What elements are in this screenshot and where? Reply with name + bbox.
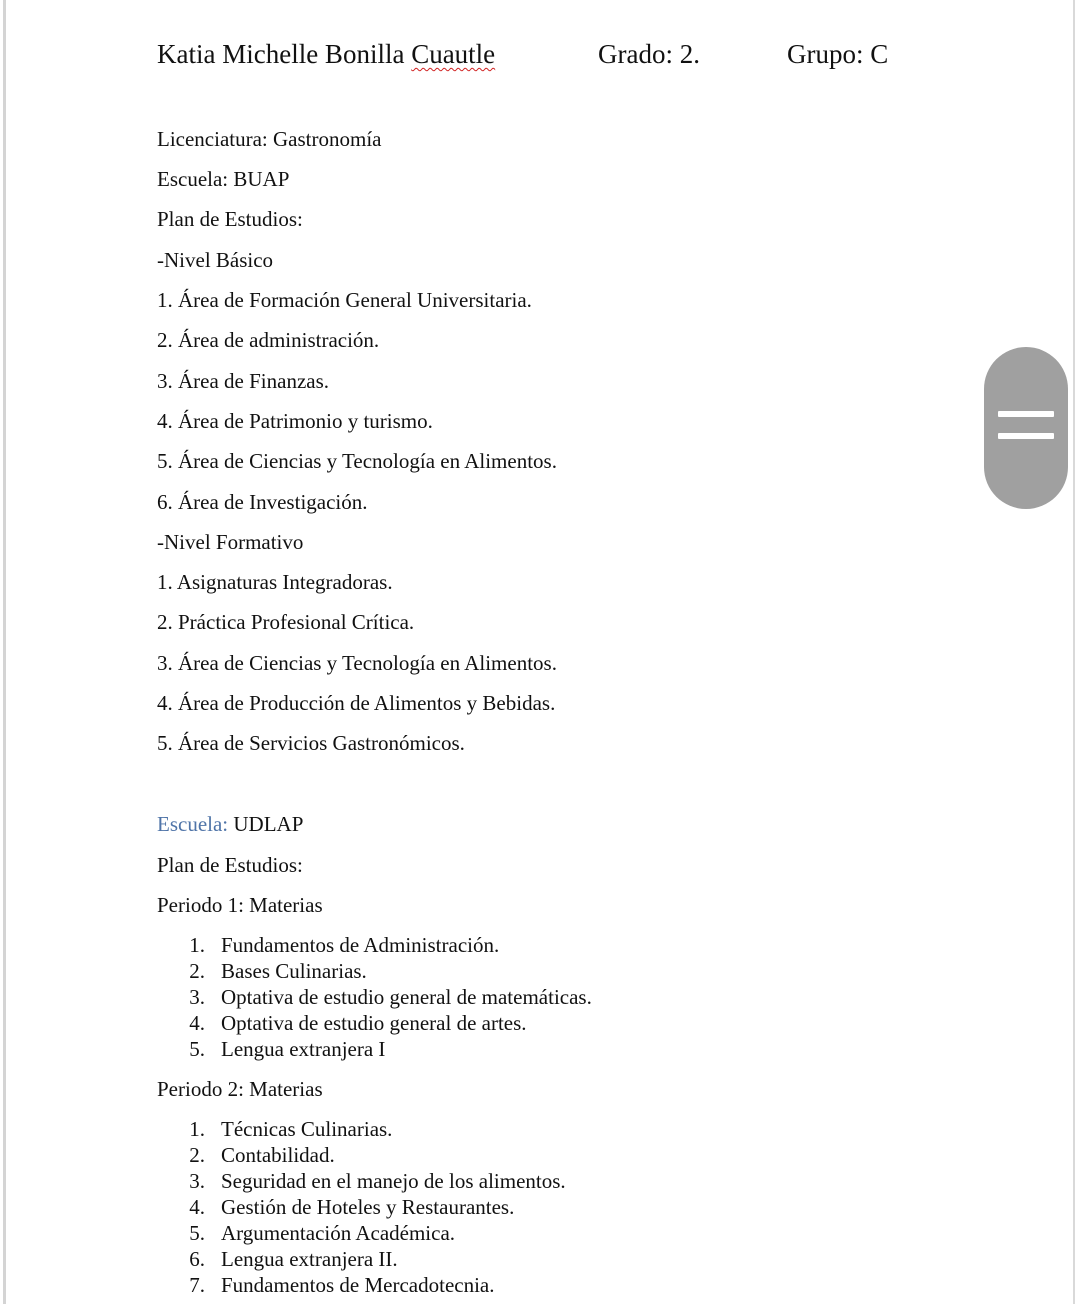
school-udlap-label: Escuela: (157, 812, 229, 836)
grip-line-bottom-icon (998, 433, 1054, 439)
period2-item-text: Gestión de Hoteles y Restaurantes. (221, 1195, 515, 1219)
scroll-handle[interactable] (984, 347, 1068, 509)
period1-item-number: 5. (189, 1037, 205, 1061)
period2-item-number: 5. (189, 1221, 205, 1245)
period2-item-text: Técnicas Culinarias. (221, 1117, 393, 1141)
student-name (157, 38, 495, 70)
period1-item (188, 1036, 385, 1062)
basic-level-item: 2. Área de administración. (157, 328, 380, 353)
period1-item-text: Optativa de estudio general de artes. (221, 1011, 527, 1035)
basic-level-item: 1. Área de Formación General Universitaria. (157, 288, 532, 312)
grade-label: Grado: 2. (598, 39, 700, 69)
period2-item-text: Seguridad en el manejo de los alimentos. (221, 1169, 566, 1193)
period1-item-text: Bases Culinarias. (221, 959, 367, 983)
period2-item-number: 6. (189, 1247, 205, 1271)
period1-item-number: 3. (189, 985, 205, 1009)
period1-heading: Periodo 1: Materias (157, 893, 323, 917)
school-buap-line: Escuela: BUAP (157, 167, 290, 191)
plan-udlap-line: Plan de Estudios: (157, 853, 303, 877)
period2-item (188, 1168, 566, 1194)
period1-item (188, 1010, 527, 1036)
period2-item-text: Argumentación Académica. (221, 1221, 456, 1245)
period2-item-number: 7. (189, 1273, 205, 1297)
period2-item-text: Lengua extranjera II. (221, 1247, 398, 1271)
period2-item-number: 2. (189, 1143, 205, 1167)
grip-line-top-icon (998, 411, 1054, 417)
period1-item (188, 932, 499, 958)
period2-item (188, 1220, 455, 1246)
formative-level-item: 5. Área de Servicios Gastronómicos. (157, 731, 465, 756)
formative-level-item: 4. Área de Producción de Alimentos y Bebidas. (157, 690, 556, 715)
career-line: Licenciatura: Gastronomía (157, 127, 382, 151)
period2-item-number: 1. (189, 1117, 205, 1141)
school-udlap-value: UDLAP (228, 812, 304, 836)
school-udlap-line (157, 811, 303, 837)
basic-level-heading: -Nivel Básico (157, 248, 274, 272)
formative-level-item: 3. Área de Ciencias y Tecnología en Alimentos. (157, 650, 557, 675)
formative-level-item: 1. Asignaturas Integradoras. (157, 570, 393, 594)
period2-item (188, 1272, 495, 1298)
formative-level-item: 2. Práctica Profesional Crítica. (157, 610, 415, 635)
plan-buap-line: Plan de Estudios: (157, 207, 303, 231)
period1-item (188, 958, 367, 984)
formative-level-heading: -Nivel Formativo (157, 530, 304, 554)
basic-level-item: 5. Área de Ciencias y Tecnología en Alimentos. (157, 449, 557, 474)
basic-level-item: 3. Área de Finanzas. (157, 368, 330, 393)
period2-item-text: Contabilidad. (221, 1143, 335, 1167)
period2-item (188, 1246, 398, 1272)
period2-item-text: Fundamentos de Mercadotecnia. (221, 1273, 495, 1297)
period1-item-number: 2. (189, 959, 205, 983)
period1-item-text: Lengua extranjera I (221, 1037, 386, 1061)
period1-item-number: 1. (189, 933, 205, 957)
period2-heading: Periodo 2: Materias (157, 1077, 323, 1101)
period2-item (188, 1116, 392, 1142)
basic-level-item: 4. Área de Patrimonio y turismo. (157, 408, 433, 433)
period2-item (188, 1142, 335, 1168)
period1-item-text: Fundamentos de Administración. (221, 933, 500, 957)
period1-item-number: 4. (189, 1011, 205, 1035)
period2-item-number: 3. (189, 1169, 205, 1193)
period1-item-text: Optativa de estudio general de matemáticas. (221, 985, 592, 1009)
period2-item-number: 4. (189, 1195, 205, 1219)
student-name-first: Katia Michelle Bonilla (157, 39, 412, 69)
period2-item (188, 1194, 514, 1220)
period1-item (188, 984, 592, 1010)
group-label: Grupo: C (787, 39, 889, 69)
student-name-last: Cuautle (411, 39, 496, 69)
basic-level-item: 6. Área de Investigación. (157, 489, 368, 514)
